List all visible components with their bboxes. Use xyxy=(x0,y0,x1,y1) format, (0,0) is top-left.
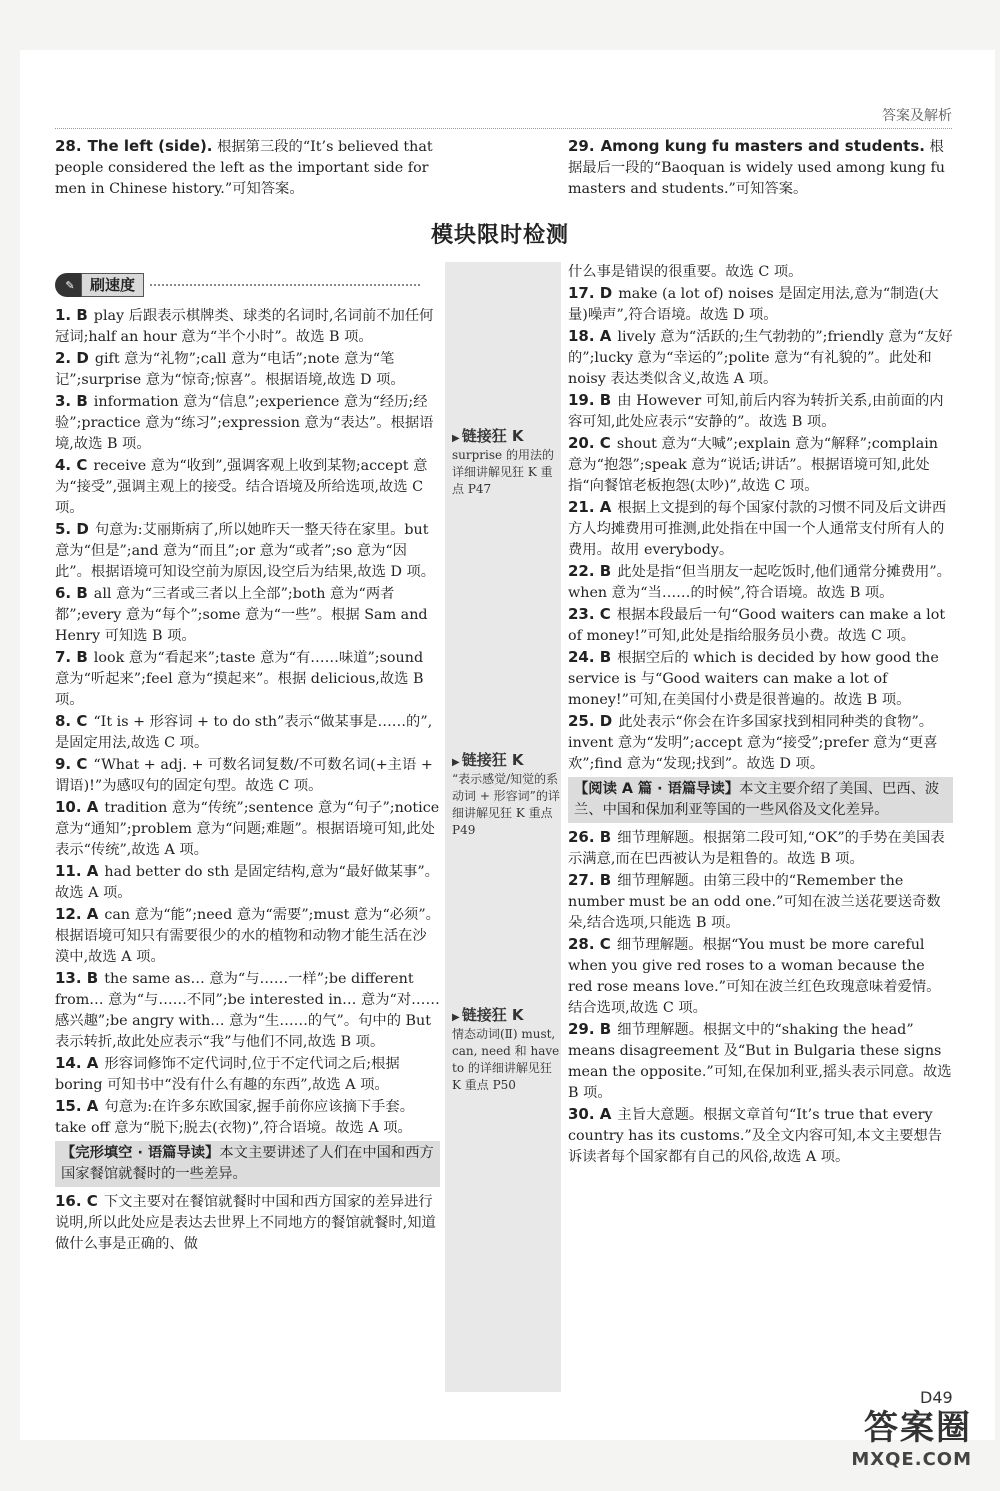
list-item xyxy=(55,1191,440,1255)
item-text: 根据上文提到的每个国家付款的习惯不同及后文讲西方人均摊费用可推测,此处指在中国一个人通常支付所有人的费用。故用 everybody。 xyxy=(568,500,947,558)
item-number: 15. A xyxy=(55,1097,99,1115)
item-text: 句意为:艾丽斯病了,所以她昨天一整天待在家里。but 意为“但是”;and 意为“而且”;or 意为“或者”;so 意为“因此”。根据语境可知设空前为原因,设空后为结果,故选 D 项。 xyxy=(55,522,436,580)
q29-answer: Among kung fu masters and students. xyxy=(600,137,925,155)
badge-label: 刷速度 xyxy=(81,273,144,297)
note-link-1 xyxy=(452,428,560,498)
item-number: 5. D xyxy=(55,520,89,538)
q29-text: 根据最后一段的“Baoquan is widely used among kung fu masters and students.”可知答案。 xyxy=(568,139,946,197)
note-title-2: ▶ 链接狂 K xyxy=(452,752,560,771)
list-item xyxy=(55,519,440,583)
item-text: gift 意为“礼物”;call 意为“电话”;note 意为“笔记”;surprise 意为“惊奇;惊喜”。根据语境,故选 D 项。 xyxy=(55,351,405,388)
item-number: 3. B xyxy=(55,392,88,410)
item-number: 6. B xyxy=(55,584,88,602)
note-text-1: surprise 的用法的详细讲解见狂 K 重点 P47 xyxy=(452,448,554,496)
item-number: 1. B xyxy=(55,306,88,324)
item-text: play 后跟表示棋牌类、球类的名词时,名词前不加任何冠词;half an hour 意为“半个小时”。故选 B 项。 xyxy=(55,308,434,345)
note-title-1: ▶ 链接狂 K xyxy=(452,428,560,447)
item-number: 13. B xyxy=(55,969,99,987)
item-text: “It is + 形容词 + to do sth”表示“做某事是……的”,是固定用法,故选 C 项。 xyxy=(55,714,433,751)
item-text: 此处表示“你会在许多国家找到相同种类的食物”。invent 意为“发明”;accept 意为“接受”;prefer 意为“更喜欢”;find 意为“发现;找到”。故选 D 项。 xyxy=(568,714,938,772)
page-header: 答案及解析 xyxy=(882,108,952,124)
item-number: 14. A xyxy=(55,1054,99,1072)
item-text: all 意为“三者或三者以上全部”;both 意为“两者都”;every 意为“每个”;some 意为“一些”。根据 Sam and Henry 可知选 B 项。 xyxy=(55,586,428,644)
item-number: 2. D xyxy=(55,349,89,367)
item-number: 28. C xyxy=(568,935,611,953)
watermark-text: 答案圈 xyxy=(864,1408,972,1448)
item-number: 20. C xyxy=(568,434,611,452)
item-number: 30. A xyxy=(568,1105,612,1123)
left-column xyxy=(55,305,440,1255)
item-text: 下文主要对在餐馆就餐时中国和西方国家的差异进行说明,所以此处应是表达去世界上不同地方的餐馆就餐时,知道做什么事是正确的、做 xyxy=(55,1194,436,1252)
guide-tag: 【阅读 A 篇 · 语篇导读】 xyxy=(574,781,740,797)
item-number: 7. B xyxy=(55,648,88,666)
item-number: 26. B xyxy=(568,828,612,846)
list-item xyxy=(55,1053,440,1096)
item-text: 主旨大意题。根据文章首句“It’s true that every country has its customs.”及全文内容可知,本文主要想告诉读者每个国家都有自己的风俗,故选 A 项。 xyxy=(568,1107,943,1165)
item-text: 细节理解题。根据第二段可知,“OK”的手势在美国表示满意,而在巴西被认为是粗鲁的。故选 B 项。 xyxy=(568,830,945,867)
list-item xyxy=(55,968,440,1053)
right-column xyxy=(568,262,953,1168)
passage-guide-reading-a xyxy=(568,777,953,823)
item-text: shout 意为“大喊”;explain 意为“解释”;complain 意为“抱怨”;speak 意为“说话;讲话”。根据语境可知,此处指“向餐馆老板抱怨(太吵)”,故选 C 项。 xyxy=(568,436,939,494)
item-number: 18. A xyxy=(568,327,612,345)
item-text: information 意为“信息”;experience 意为“经历;经验”;practice 意为“练习”;expression 意为“表达”。根据语境,故选 B 项。 xyxy=(55,394,434,452)
pencil-icon: ✎ xyxy=(55,273,85,297)
item-text: 细节理解题。由第三段中的“Remember the number must be an odd one.”可知在波兰送花要送奇数朵,结合选项,只能选 B 项。 xyxy=(568,873,941,931)
item-text: 句意为:在许多东欧国家,握手前你应该摘下手套。take off 意为“脱下;脱去(衣物)”,符合语境。故选 A 项。 xyxy=(55,1099,414,1136)
list-item xyxy=(55,904,440,968)
list-item xyxy=(55,455,440,519)
item-text: 根据空后的 which is decided by how good the service is 与“Good waiters can make a lot of money!”可知,在美国付小费是很普遍的。故选 B 项。 xyxy=(568,650,939,708)
item-text: 细节理解题。根据“You must be more careful when you give red roses to a woman because the red rose means love.”可知在波兰红色玫瑰意味着爱情。结合选项,故选 C 项。 xyxy=(568,937,941,1016)
note-text-3: 情态动词(Ⅱ) must, can, need 和 have to 的详细讲解见狂 K 重点 P50 xyxy=(452,1027,560,1092)
list-item xyxy=(568,870,953,934)
item-text: make (a lot of) noises 是固定用法,意为“制造(大量)噪声”,符合语境。故选 D 项。 xyxy=(568,286,939,323)
item-text: can 意为“能”;need 意为“需要”;must 意为“必须”。根据语境可知只有需要很少的水的植物和动物才能生活在沙漠中,故选 A 项。 xyxy=(55,907,440,965)
badge-divider xyxy=(150,284,420,286)
item-text: 形容词修饰不定代词时,位于不定代词之后;根据 boring 可知书中“没有什么有趣的东西”,故选 A 项。 xyxy=(55,1056,400,1093)
list-item xyxy=(55,711,440,754)
item-number: 19. B xyxy=(568,391,612,409)
list-item xyxy=(568,326,953,390)
list-item xyxy=(568,433,953,497)
continued-text: 什么事是错误的很重要。故选 C 项。 xyxy=(568,264,803,280)
item-number: 24. B xyxy=(568,648,612,666)
q28-text: 根据第三段的“It’s believed that people considered the left as the important side for men in Chinese history.”可知答案。 xyxy=(55,139,433,197)
list-item xyxy=(568,604,953,647)
q28-number: 28. xyxy=(55,137,82,155)
list-item xyxy=(568,390,953,433)
speed-badge xyxy=(55,273,420,297)
item-text: had better do sth 是固定结构,意为“最好做某事”。故选 A 项。 xyxy=(55,864,439,901)
item-number: 10. A xyxy=(55,798,99,816)
item-text: “What + adj. + 可数名词复数/不可数名词(+主语 + 谓语)!”为感叹句的固定句型。故选 C 项。 xyxy=(55,757,433,794)
item-number: 21. A xyxy=(568,498,612,516)
list-item xyxy=(55,647,440,711)
header-divider xyxy=(55,128,952,129)
q28-answer: The left (side). xyxy=(87,137,213,155)
item-text: tradition 意为“传统”;sentence 意为“句子”;notice 意为“通知”;problem 意为“问题;难题”。根据语境可知,此处表示“传统”,故选 A 项。 xyxy=(55,800,440,858)
list-item xyxy=(568,711,953,775)
guide-text: 本文主要讲述了人们在中国和西方国家餐馆就餐时的一些差异。 xyxy=(61,1145,434,1182)
item-number: 17. D xyxy=(568,284,613,302)
list-item xyxy=(568,827,953,870)
item-text: 由 However 可知,前后内容为转折关系,由前面的内容可知,此处应表示“安静的”。故选 B 项。 xyxy=(568,393,944,430)
item-text: the same as… 意为“与……一样”;be different from… 意为“与……不同”;be interested in… 意为“对……感兴趣”;be angry with… 意为“生……的气”。句中的 But 表示转折,故此处应表示“我”与他们不同,故选 B 项。 xyxy=(55,971,440,1050)
item-number: 27. B xyxy=(568,871,612,889)
item-number: 11. A xyxy=(55,862,99,880)
item-number: 16. C xyxy=(55,1192,98,1210)
list-item xyxy=(55,348,440,391)
item-text: 根据本段最后一句“Good waiters can make a lot of money!”可知,此处是指给服务员小费。故选 C 项。 xyxy=(568,607,946,644)
item-number: 29. B xyxy=(568,1020,612,1038)
list-item xyxy=(568,1104,953,1168)
watermark-url: MXQE.COM xyxy=(851,1449,972,1470)
item-number: 25. D xyxy=(568,712,613,730)
passage-guide-cloze xyxy=(55,1141,440,1187)
note-link-2 xyxy=(452,752,560,839)
list-item xyxy=(55,861,440,904)
list-item xyxy=(568,561,953,604)
page-number: D49 xyxy=(920,1388,953,1407)
item-text: lively 意为“活跃的;生气勃勃的”;friendly 意为“友好的”;lucky 意为“幸运的”;polite 意为“有礼貌的”。此处和 noisy 表达类似含义,故选 A 项。 xyxy=(568,329,953,387)
section-title: 模块限时检测 xyxy=(430,223,569,248)
watermark-logo xyxy=(851,1400,972,1470)
answer-29-top xyxy=(568,136,953,200)
item-number: 4. C xyxy=(55,456,88,474)
item-number: 23. C xyxy=(568,605,611,623)
guide-text: 本文主要介绍了美国、巴西、波兰、中国和保加利亚等国的一些风俗及文化差异。 xyxy=(574,781,940,818)
item-text: 此处是指“但当朋友一起吃饭时,他们通常分摊费用”。when 意为“当……的时候”,符合语境。故选 B 项。 xyxy=(568,564,951,601)
q29-number: 29. xyxy=(568,137,595,155)
list-item xyxy=(568,647,953,711)
list-item xyxy=(55,391,440,455)
item-number: 8. C xyxy=(55,712,88,730)
answer-28-top xyxy=(55,136,440,200)
list-item xyxy=(55,797,440,861)
list-item xyxy=(55,305,440,348)
item-number: 22. B xyxy=(568,562,612,580)
note-link-3 xyxy=(452,1007,560,1094)
note-title-3: ▶ 链接狂 K xyxy=(452,1007,560,1026)
list-item xyxy=(55,754,440,797)
list-item xyxy=(568,283,953,326)
list-item xyxy=(568,934,953,1019)
item-text: receive 意为“收到”,强调客观上收到某物;accept 意为“接受”,强调主观上的接受。结合语境及所给选项,故选 C 项。 xyxy=(55,458,428,516)
note-text-2: “表示感觉/知觉的系动词 + 形容词”的详细讲解见狂 K 重点 P49 xyxy=(452,772,560,837)
list-item xyxy=(568,1019,953,1104)
list-item xyxy=(55,1096,440,1139)
list-item xyxy=(568,497,953,561)
item-number: 9. C xyxy=(55,755,88,773)
item-number: 12. A xyxy=(55,905,99,923)
list-item xyxy=(55,583,440,647)
item-text: look 意为“看起来”;taste 意为“有……味道”;sound 意为“听起来”;feel 意为“摸起来”。根据 delicious,故选 B 项。 xyxy=(55,650,424,708)
guide-tag: 【完形填空 · 语篇导读】 xyxy=(61,1145,220,1161)
item-text: 细节理解题。根据文中的“shaking the head” means disagreement 及“But in Bulgaria these signs mean the opposite.”可知,在保加利亚,摇头表示同意。故选 B 项。 xyxy=(568,1022,952,1101)
